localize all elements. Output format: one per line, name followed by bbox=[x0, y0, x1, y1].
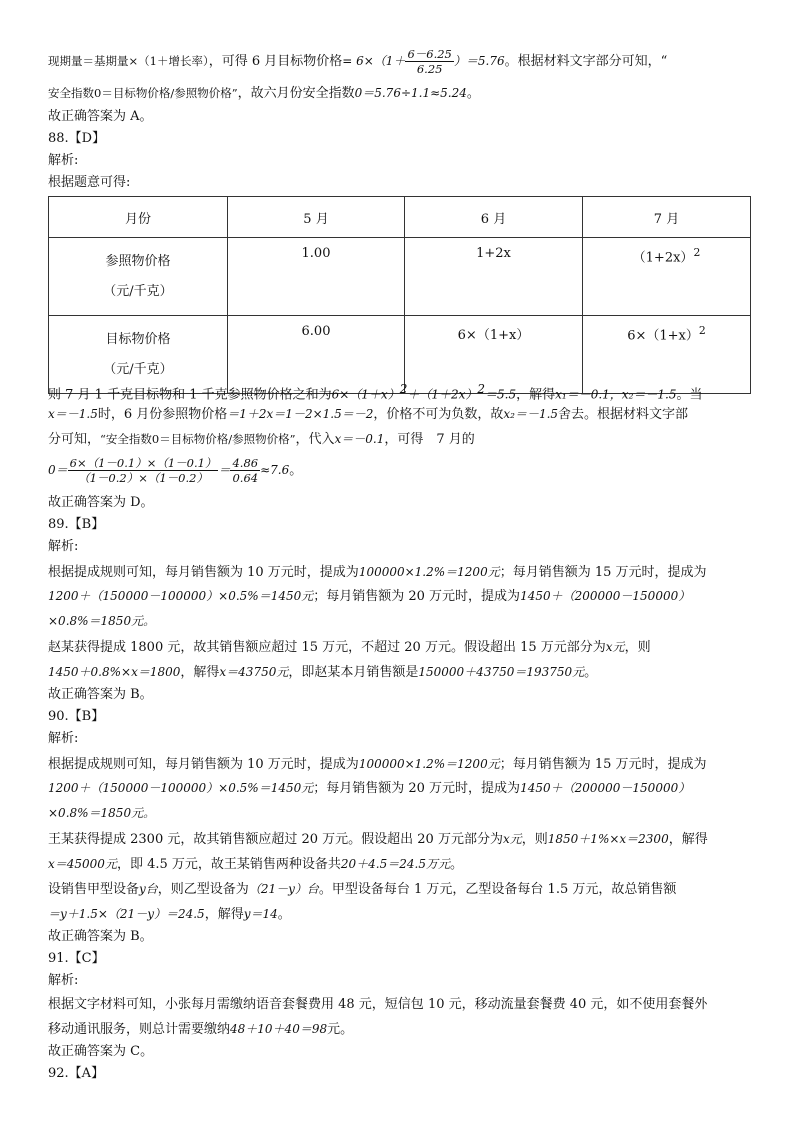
text-span: ，解得 bbox=[204, 907, 244, 922]
math-span: x₁＝－0.1，x₂＝－1.5 bbox=[555, 387, 677, 402]
text-line bbox=[48, 753, 754, 776]
math-span: 100000×1.2%＝1200元 bbox=[358, 565, 500, 579]
text-line: 根据文字材料可知，小张每月需缴纳语音套餐费用 48 元，短信包 10 元，移动流量套餐费 40 元，如不使用套餐外 bbox=[48, 997, 708, 1012]
fraction bbox=[68, 456, 219, 485]
fraction-denominator: 0.64 bbox=[232, 471, 259, 485]
formula-label: “安全指数0＝目标物价格/参照物价格” bbox=[100, 432, 296, 446]
answer-line: 故正确答案为 A。 bbox=[48, 109, 153, 124]
math-span: ）＝5.76 bbox=[453, 54, 505, 68]
fraction-denominator: 6.25 bbox=[416, 62, 443, 76]
math-span: x＝－0.1 bbox=[334, 432, 385, 446]
text-span: ，即赵某本月销售额是 bbox=[288, 665, 419, 680]
question-number: 90.【B】 bbox=[48, 709, 105, 724]
text-line bbox=[48, 828, 754, 851]
fraction-numerator: 6－6.25 bbox=[407, 47, 452, 61]
text-span: ，解得 bbox=[180, 665, 220, 680]
row-label-unit: （元/千克） bbox=[103, 361, 173, 377]
row-label-name: 目标物价格 bbox=[105, 331, 171, 347]
math-span: ＝ bbox=[218, 463, 231, 477]
text-span: 。 bbox=[466, 86, 480, 101]
price-table bbox=[48, 196, 751, 394]
text-span: 舍去。根据材料文字部 bbox=[558, 407, 689, 422]
table-header-cell: 7 月 bbox=[583, 197, 751, 238]
math-span: y＝14 bbox=[243, 907, 278, 921]
table-cell: 6.00 bbox=[228, 316, 405, 394]
text-line: 根据题意可得: bbox=[48, 175, 131, 190]
math-span: y台 bbox=[139, 882, 158, 896]
text-span: ，则 bbox=[521, 832, 548, 847]
text-span: 设销售甲型设备 bbox=[48, 882, 140, 897]
answer-line: 故正确答案为 C。 bbox=[48, 1044, 154, 1059]
text-line bbox=[48, 878, 754, 901]
formula-line bbox=[48, 452, 754, 488]
table-header-cell: 5 月 bbox=[228, 197, 405, 238]
text-span: ，解得 bbox=[516, 387, 556, 403]
text-span: 。根据材料文字部分可知，“ bbox=[504, 54, 668, 69]
math-superscript: 2 bbox=[399, 382, 408, 396]
cell-superscript: 2 bbox=[693, 246, 701, 259]
fraction bbox=[405, 47, 453, 76]
text-span: 元。 bbox=[327, 1022, 354, 1037]
math-span: ＋（1＋2x） bbox=[407, 387, 478, 402]
text-span: 。当 bbox=[676, 387, 703, 403]
text-line bbox=[48, 428, 754, 451]
answer-line: 故正确答案为 D。 bbox=[48, 495, 154, 510]
math-span: x＝－1.5 bbox=[48, 407, 98, 421]
text-line bbox=[48, 47, 754, 76]
math-span: 1850＋1%×x＝2300 bbox=[547, 832, 669, 846]
text-line bbox=[48, 610, 754, 633]
table-cell: 1.00 bbox=[228, 238, 405, 316]
math-span: ＝y＋1.5×（21－y）＝24.5 bbox=[48, 907, 205, 921]
text-span: ；每月销售额为 15 万元时，提成为 bbox=[499, 565, 707, 580]
text-span: 。 bbox=[289, 463, 303, 478]
text-line bbox=[48, 661, 754, 684]
text-line bbox=[48, 903, 754, 926]
fraction-denominator: （1－0.2）×（1－0.2） bbox=[78, 471, 208, 485]
fraction-numerator: 4.86 bbox=[232, 456, 259, 470]
analysis-label: 解析: bbox=[48, 153, 79, 168]
analysis-label: 解析: bbox=[48, 731, 79, 746]
question-number: 89.【B】 bbox=[48, 517, 105, 532]
text-span: 时，6 月份参照物价格 bbox=[97, 407, 228, 422]
math-span: ≈7.6 bbox=[260, 463, 290, 477]
text-span: 则 7 月 1 千克目标物和 1 千克参照物价格之和为 bbox=[48, 387, 332, 403]
cell-superscript: 2 bbox=[698, 324, 706, 337]
text-span: 。 bbox=[277, 907, 291, 922]
text-span: 移动通讯服务，则总计需要缴纳 bbox=[48, 1022, 231, 1037]
math-span: x＝43750元 bbox=[219, 665, 289, 679]
text-line bbox=[48, 802, 754, 825]
cell-text: （1+2x） bbox=[632, 250, 694, 266]
text-span: 分可知， bbox=[48, 432, 101, 447]
text-span: ；每月销售额为 15 万元时，提成为 bbox=[499, 757, 707, 772]
math-span: ＝1＋2x＝1－2×1.5＝－2 bbox=[227, 407, 374, 421]
math-span: 1450＋（200000－150000） bbox=[520, 781, 691, 795]
math-span: 20＋4.5＝24.5万元 bbox=[340, 857, 450, 871]
math-span: 1450＋0.8%×x＝1800 bbox=[48, 665, 181, 679]
text-span: 根据提成规则可知，每月销售额为 10 万元时，提成为 bbox=[48, 757, 359, 772]
text-span: ，代入 bbox=[295, 432, 335, 447]
text-line bbox=[48, 636, 754, 659]
math-span: x元 bbox=[605, 640, 625, 654]
text-line bbox=[48, 777, 754, 800]
text-span: ，可得 6 月目标物价格 bbox=[208, 54, 343, 69]
table-header-cell: 月份 bbox=[49, 197, 228, 238]
math-span: 100000×1.2%＝1200元 bbox=[358, 757, 500, 771]
text-span: 根据提成规则可知，每月销售额为 10 万元时，提成为 bbox=[48, 565, 359, 580]
table-row bbox=[49, 238, 751, 316]
text-line bbox=[48, 585, 754, 608]
math-span: 1200＋（150000－100000）×0.5%＝1450元 bbox=[48, 589, 314, 603]
math-span: x＝45000元 bbox=[48, 857, 117, 871]
math-span: ＝5.5 bbox=[485, 387, 517, 402]
text-span: ；每月销售额为 20 万元时，提成为 bbox=[313, 781, 521, 796]
math-span: 48＋10＋40＝98 bbox=[230, 1022, 328, 1036]
row-label-unit: （元/千克） bbox=[103, 283, 173, 299]
table-cell: 6×（1+x） bbox=[405, 316, 583, 394]
table-row-label bbox=[49, 238, 228, 316]
text-line bbox=[48, 403, 754, 426]
answer-line: 故正确答案为 B。 bbox=[48, 929, 153, 944]
analysis-label: 解析: bbox=[48, 973, 79, 988]
math-span: = 6×（1＋ bbox=[342, 54, 406, 68]
math-span: 0＝ bbox=[48, 463, 68, 477]
math-span: x₂＝－1.5 bbox=[503, 407, 559, 421]
text-span: ，则 bbox=[624, 640, 651, 655]
math-superscript: 2 bbox=[477, 382, 486, 396]
row-label-name: 参照物价格 bbox=[105, 253, 171, 269]
math-span: x元 bbox=[502, 832, 522, 846]
text-line bbox=[48, 82, 754, 105]
table-header-cell: 6 月 bbox=[405, 197, 583, 238]
text-span: ，故六月份安全指数 bbox=[237, 86, 355, 101]
text-span: 。甲型设备每台 1 万元，乙型设备每台 1.5 万元，故总销售额 bbox=[318, 882, 677, 897]
math-span: （21－y）台 bbox=[248, 882, 319, 896]
table-header-row bbox=[49, 197, 751, 238]
answer-line: 故正确答案为 B。 bbox=[48, 687, 153, 702]
cell-text: 6×（1+x） bbox=[627, 328, 699, 344]
text-span: 王某获得提成 2300 元，故其销售额应超过 20 万元。假设超出 20 万元部分为 bbox=[48, 832, 503, 847]
question-number: 91.【C】 bbox=[48, 951, 105, 966]
text-span: ，即 4.5 万元，故王某销售两种设备共 bbox=[116, 857, 341, 872]
text-line bbox=[48, 853, 754, 876]
fraction bbox=[230, 456, 260, 485]
math-span: 1200＋（150000－100000）×0.5%＝1450元 bbox=[48, 781, 314, 795]
text-line bbox=[48, 1018, 754, 1041]
fraction-numerator: 6×（1－0.1）×（1－0.1） bbox=[69, 456, 217, 470]
text-span: 。 bbox=[449, 857, 463, 872]
math-span: 0＝5.76÷1.1≈5.24 bbox=[354, 86, 467, 100]
table-cell bbox=[583, 238, 751, 316]
math-span: 6×（1＋x） bbox=[331, 387, 400, 402]
formula-label: 现期量＝基期量×（1＋增长率） bbox=[48, 54, 209, 68]
math-span: ×0.8%＝1850元。 bbox=[48, 614, 156, 628]
text-span: ，则乙型设备为 bbox=[157, 882, 249, 897]
text-span: ，价格不可为负数，故 bbox=[373, 407, 504, 422]
text-span: ，解得 bbox=[668, 832, 708, 847]
question-number: 88.【D】 bbox=[48, 131, 106, 146]
math-span: 150000＋43750＝193750元 bbox=[418, 665, 585, 679]
math-span: ×0.8%＝1850元。 bbox=[48, 806, 156, 820]
formula-label: 安全指数0＝目标物价格/参照物价格” bbox=[48, 86, 238, 100]
text-span: ；每月销售额为 20 万元时，提成为 bbox=[313, 589, 521, 604]
text-span: 。 bbox=[584, 665, 598, 680]
text-span: ，可得 7 月的 bbox=[384, 432, 475, 447]
table-cell: 1+2x bbox=[405, 238, 583, 316]
text-line bbox=[48, 561, 754, 584]
text-span: 赵某获得提成 1800 元，故其销售额应超过 15 万元，不超过 20 万元。假设超出 15 万元部分为 bbox=[48, 640, 606, 655]
question-number: 92.【A】 bbox=[48, 1066, 105, 1081]
analysis-label: 解析: bbox=[48, 539, 79, 554]
math-span: 1450＋（200000－150000） bbox=[520, 589, 691, 603]
